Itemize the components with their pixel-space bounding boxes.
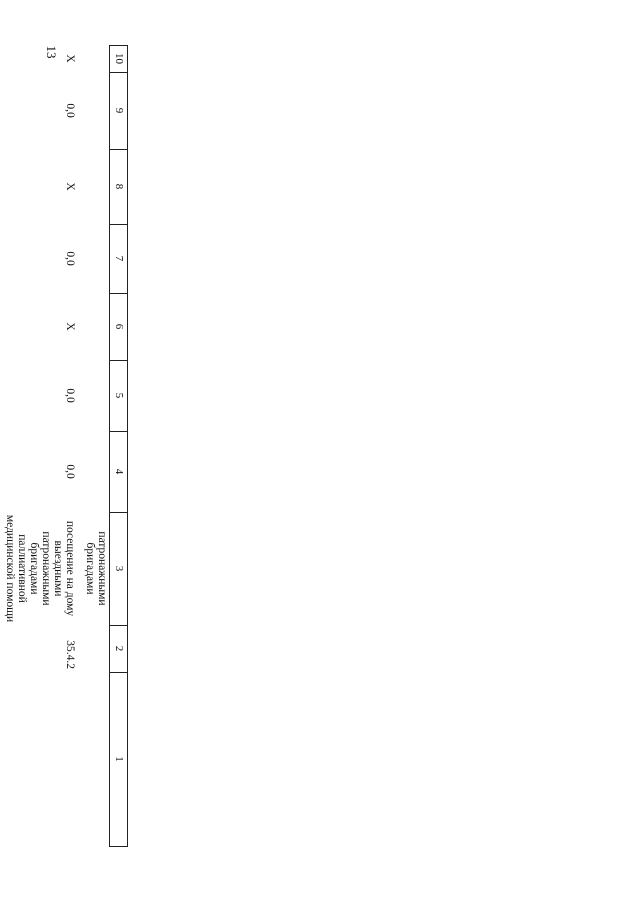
continuation-label: патронажными бригадами xyxy=(84,531,108,606)
row-1-col-6: X xyxy=(64,322,76,331)
row-1-col-5: 0,0 xyxy=(64,388,76,403)
column-header-7: 7 xyxy=(113,255,125,262)
row-1-col-8: X xyxy=(64,182,76,191)
column-header-5: 5 xyxy=(113,392,125,399)
column-header-1: 1 xyxy=(113,756,125,762)
table-left-border xyxy=(109,846,128,847)
row-1-col-4: 0,0 xyxy=(64,464,76,479)
column-header-2: 2 xyxy=(113,645,125,652)
column-header-4: 4 xyxy=(113,468,125,475)
row-1-col-9: 0,0 xyxy=(64,103,76,118)
page-number: 13 xyxy=(44,45,59,59)
column-header-10: 10 xyxy=(113,53,125,64)
column-header-9: 9 xyxy=(113,107,125,114)
row-1-code: 35.4.2 xyxy=(64,640,76,669)
row-1-col-10: X xyxy=(64,54,76,63)
row-1-name: посещение на дому выездными патронажными бригадами паллиативной медицинской помощи xyxy=(4,514,76,623)
column-header-3: 3 xyxy=(113,565,125,572)
row-1-col-7: 0,0 xyxy=(64,251,76,266)
column-header-6: 6 xyxy=(113,323,125,330)
column-header-8: 8 xyxy=(113,183,125,190)
